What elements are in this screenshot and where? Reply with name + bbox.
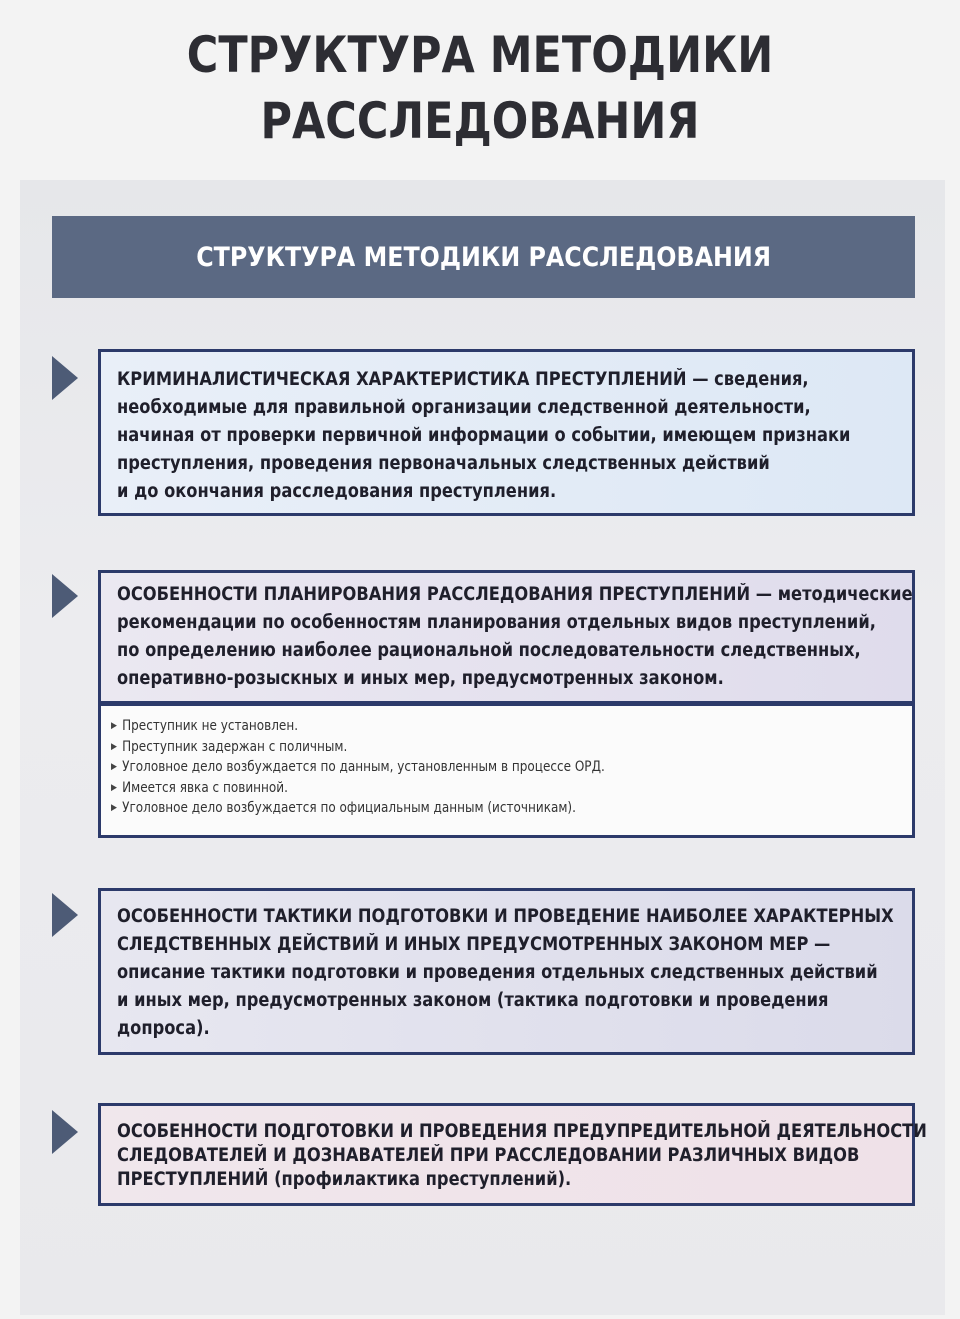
text-line: описание тактики подготовки и проведения отдельных следственных действий (117, 962, 878, 983)
arrow-right-icon (52, 893, 78, 937)
prevention-features-box (98, 1103, 927, 1206)
text-line: и до окончания расследования преступления. (117, 481, 557, 502)
text-line: ОСОБЕННОСТИ ПОДГОТОВКИ И ПРОВЕДЕНИЯ ПРЕДУПРЕДИТЕЛЬНОЙ ДЕЯТЕЛЬНОСТИ (117, 1121, 927, 1142)
tactics-features-box (98, 888, 915, 1055)
section-banner (52, 216, 915, 298)
text-line: допроса). (117, 1018, 210, 1039)
list-item: ▶ Преступник задержан с поличным. (111, 737, 800, 758)
criminalistic-characteristic-box (98, 349, 915, 516)
text-line: рекомендации по особенностям планирования отдельных видов преступлений, (117, 612, 876, 633)
arrow-right-icon (52, 1110, 78, 1154)
page-title-line-1: СТРУКТУРА МЕТОДИКИ (186, 26, 774, 84)
section-banner-text: СТРУКТУРА МЕТОДИКИ РАССЛЕДОВАНИЯ (196, 241, 771, 273)
list-item: ▶ Имеется явка с повинной. (111, 778, 800, 799)
list-item: ▶ Уголовное дело возбуждается по данным, установленным в процессе ОРД. (111, 757, 800, 778)
text-line: СЛЕДОВАТЕЛЕЙ И ДОЗНАВАТЕЛЕЙ ПРИ РАССЛЕДОВАНИИ РАЗЛИЧНЫХ ВИДОВ (117, 1145, 860, 1166)
text-line: КРИМИНАЛИСТИЧЕСКАЯ ХАРАКТЕРИСТИКА ПРЕСТУПЛЕНИЙ — сведения, (117, 369, 809, 390)
list-item: ▶ Уголовное дело возбуждается по официальным данным (источникам). (111, 798, 800, 819)
text-line: преступления, проведения первоначальных следственных действий (117, 453, 770, 474)
text-line: ОСОБЕННОСТИ ПЛАНИРОВАНИЯ РАССЛЕДОВАНИЯ ПРЕСТУПЛЕНИЙ — методические (117, 584, 913, 605)
text-line: оперативно-розыскных и иных мер, предусмотренных законом. (117, 668, 724, 689)
planning-situations-list (98, 704, 915, 838)
text-line: ПРЕСТУПЛЕНИЙ (профилактика преступлений). (117, 1169, 572, 1190)
list-item: ▶ Преступник не установлен. (111, 716, 800, 737)
text-line: по определению наиболее рациональной последовательности следственных, (117, 640, 861, 661)
planning-features-box (98, 570, 915, 704)
text-line: и иных мер, предусмотренных законом (тактика подготовки и проведения (117, 990, 829, 1011)
page-title (67, 22, 893, 154)
text-line: необходимые для правильной организации следственной деятельности, (117, 397, 811, 418)
text-line: СЛЕДСТВЕННЫХ ДЕЙСТВИЙ И ИНЫХ ПРЕДУСМОТРЕННЫХ ЗАКОНОМ МЕР — (117, 934, 831, 955)
arrow-right-icon (52, 356, 78, 400)
arrow-right-icon (52, 574, 78, 618)
text-line: ОСОБЕННОСТИ ТАКТИКИ ПОДГОТОВКИ И ПРОВЕДЕНИЕ НАИБОЛЕЕ ХАРАКТЕРНЫХ (117, 906, 894, 927)
page-title-line-2: РАССЛЕДОВАНИЯ (260, 92, 700, 150)
text-line: начиная от проверки первичной информации о событии, имеющем признаки (117, 425, 851, 446)
